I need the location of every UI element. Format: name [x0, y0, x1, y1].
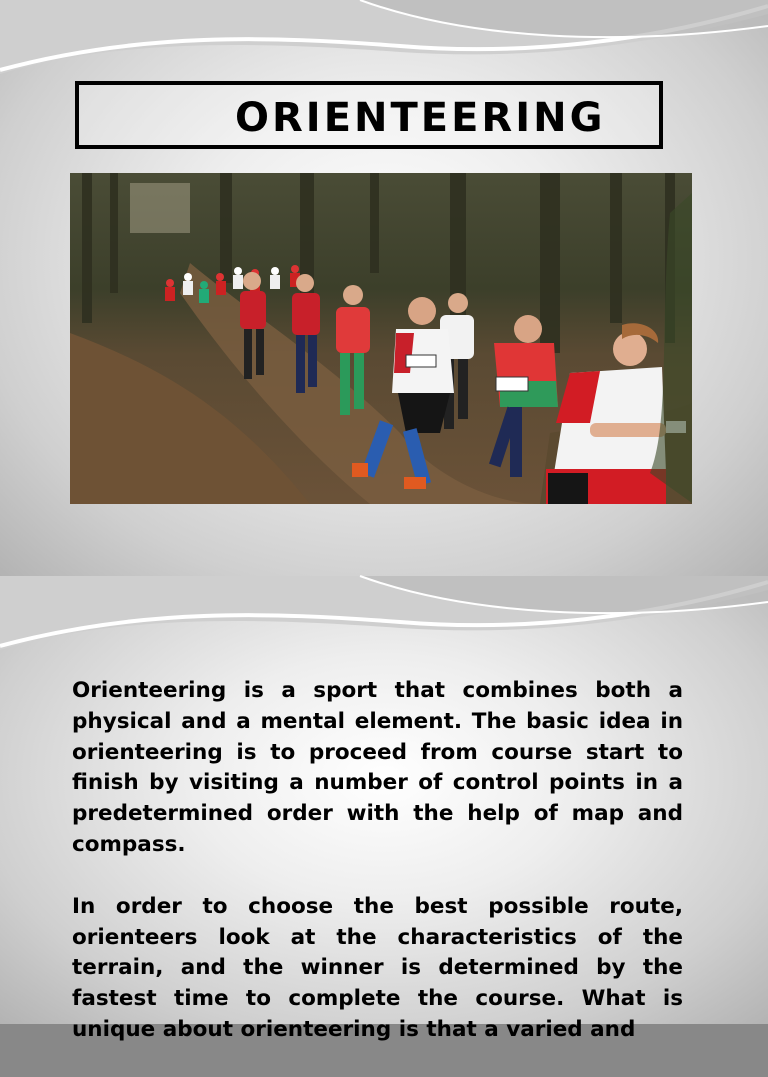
content-slide: [0, 576, 768, 1042]
paragraph-1: Orienteering is a sport that combines both a physical and a mental element. The basic idea in orienteering is to proceed from course start to finish by visiting a number of control points in a predetermined order with the help of map and compass.: [72, 678, 683, 857]
slide-title: ORIENTEERING: [235, 95, 606, 141]
swoosh-decoration: [0, 576, 768, 676]
title-box: [75, 81, 663, 149]
orienteering-runners-photo: [70, 173, 692, 504]
slide-body: [72, 676, 683, 1077]
paragraph-2: In order to choose the best possible route, orienteers look at the characteristics of the terrain, and the winner is determined by the fastest time to complete the course. What is unique about orienteering is that a varied and: [72, 893, 683, 1042]
